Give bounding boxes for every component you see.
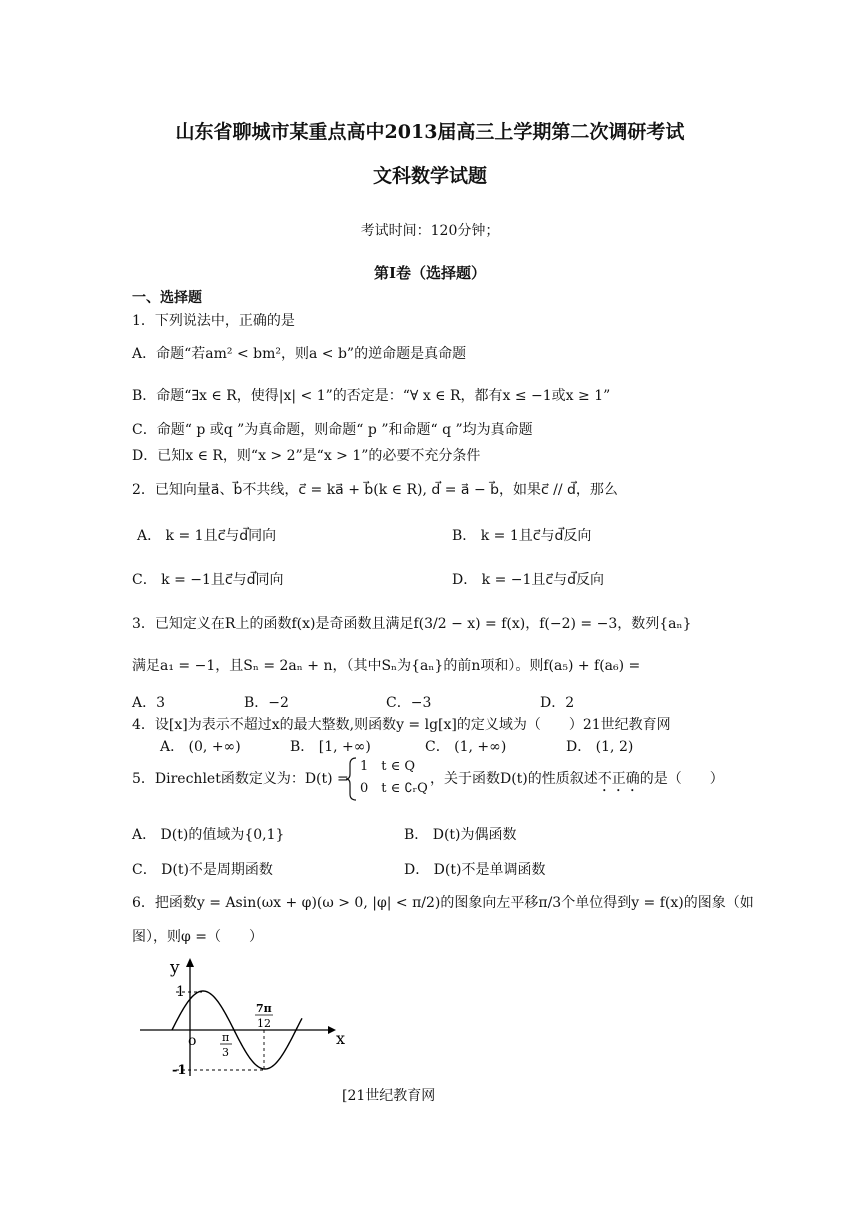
q5-stem-post: ，关于函数D(t)的性质叙述 xyxy=(430,771,598,787)
q3-option-c: C．−3 xyxy=(386,695,432,711)
exam-subtitle: 文科数学试题 xyxy=(372,165,487,187)
q4-stem: 4．设[x]为表示不超过x的最大整数,则函数y = lg[x]的定义域为（ ）21世纪教育网 xyxy=(132,717,671,733)
q3-option-b: B．−2 xyxy=(244,695,289,711)
q1-option-d: D．已知x ∈ R，则“x > 2”是“x > 1”的必要不充分条件 xyxy=(132,448,481,464)
q1-stem: 1．下列说法中，正确的是 xyxy=(132,313,295,329)
tick2-numerator: 7π xyxy=(256,1002,272,1015)
q5-case-1: 1 t ∈ Q xyxy=(360,759,416,774)
q5-option-b: B． D(t)为偶函数 xyxy=(404,827,517,843)
q1-option-c: C．命题“ p 或q ”为真命题，则命题“ p ”和命题“ q ”均为真命题 xyxy=(132,422,533,438)
q2-option-d: D． k = −1且c⃗与d⃗反向 xyxy=(452,572,605,588)
q6-stem-line1: 6．把函数y = Asin(ωx + φ)(ω > 0, |φ| < π/2)的图象向左平移π/3个单位得到y = f(x)的图象（如 xyxy=(132,895,754,911)
q5-stem-end: 的是（ ） xyxy=(639,771,724,787)
q2-option-b: B． k = 1且c⃗与d⃗反向 xyxy=(452,528,592,544)
q5-option-d: D． D(t)不是单调函数 xyxy=(404,862,546,878)
q2-stem: 2．已知向量a⃗、b⃗不共线，c⃗ = ka⃗ + b⃗(k ∈ R), d⃗ = a⃗ − b⃗，如果c⃗ // d⃗，那么 xyxy=(132,482,618,498)
q2-option-c: C． k = −1且c⃗与d⃗同向 xyxy=(132,572,284,588)
exam-time: 考试时间：120分钟； xyxy=(360,223,500,239)
exam-title: 山东省聊城市某重点高中2013届高三上学期第二次调研考试 xyxy=(175,121,685,143)
y-max-label: 1 xyxy=(176,984,185,1000)
y-min-label: -1 xyxy=(172,1063,187,1078)
q5-brace xyxy=(344,756,358,802)
q3-option-d: D．2 xyxy=(540,695,575,711)
tick2-denominator: 12 xyxy=(257,1017,271,1030)
q5-emphasis: 不正确 xyxy=(597,771,640,787)
tick1-numerator: π xyxy=(222,1031,230,1044)
q1-option-b: B．命题“∃x ∈ R，使得|x| < 1”的否定是：“∀ x ∈ R，都有x ≤ −1或x ≥ 1” xyxy=(132,388,611,404)
y-axis-label: y xyxy=(170,958,180,978)
q5-stem-prefix: 5．Direchlet函数定义为：D(t) = xyxy=(132,771,349,787)
q1-option-a: A．命题“若am² < bm²，则a < b”的逆命题是真命题 xyxy=(132,346,467,362)
q6-stem-line2: 图），则φ =（ ） xyxy=(132,929,263,945)
tick1-denominator: 3 xyxy=(222,1046,229,1059)
q5-case-2: 0 t ∈ ∁ᵣQ xyxy=(360,781,428,796)
q4-option-c: C． (1, +∞) xyxy=(425,739,507,755)
sine-graph xyxy=(136,952,356,1080)
section-heading: 一、选择题 xyxy=(132,290,202,306)
origin-label: o xyxy=(188,1033,197,1049)
graph-caption: [21世纪教育网 xyxy=(342,1088,436,1104)
q4-option-d: D． (1, 2) xyxy=(566,739,634,755)
q5-option-a: A． D(t)的值域为{0,1} xyxy=(132,827,285,843)
x-axis-arrow xyxy=(328,1026,336,1034)
q3-option-a: A．3 xyxy=(132,695,166,711)
q4-option-a: A． (0, +∞) xyxy=(160,739,241,755)
q3-stem-line2: 满足a₁ = −1，且Sₙ = 2aₙ + n，（其中Sₙ为{aₙ}的前n项和）。则f(a₅) + f(a₆) = xyxy=(132,658,641,674)
x-axis-label: x xyxy=(336,1029,346,1048)
q5-option-c: C． D(t)不是周期函数 xyxy=(132,862,273,878)
q4-option-b: B． [1, +∞) xyxy=(290,739,371,755)
volume-heading: 第Ⅰ卷（选择题） xyxy=(373,264,487,282)
q3-stem-line1: 3．已知定义在R上的函数f(x)是奇函数且满足f(3/2 − x) = f(x)，f(−2) = −3，数列{aₙ} xyxy=(132,616,692,632)
q2-option-a: A． k = 1且c⃗与d⃗同向 xyxy=(137,528,277,544)
q5-stem-rest xyxy=(430,769,724,795)
y-axis-arrow xyxy=(186,958,194,967)
